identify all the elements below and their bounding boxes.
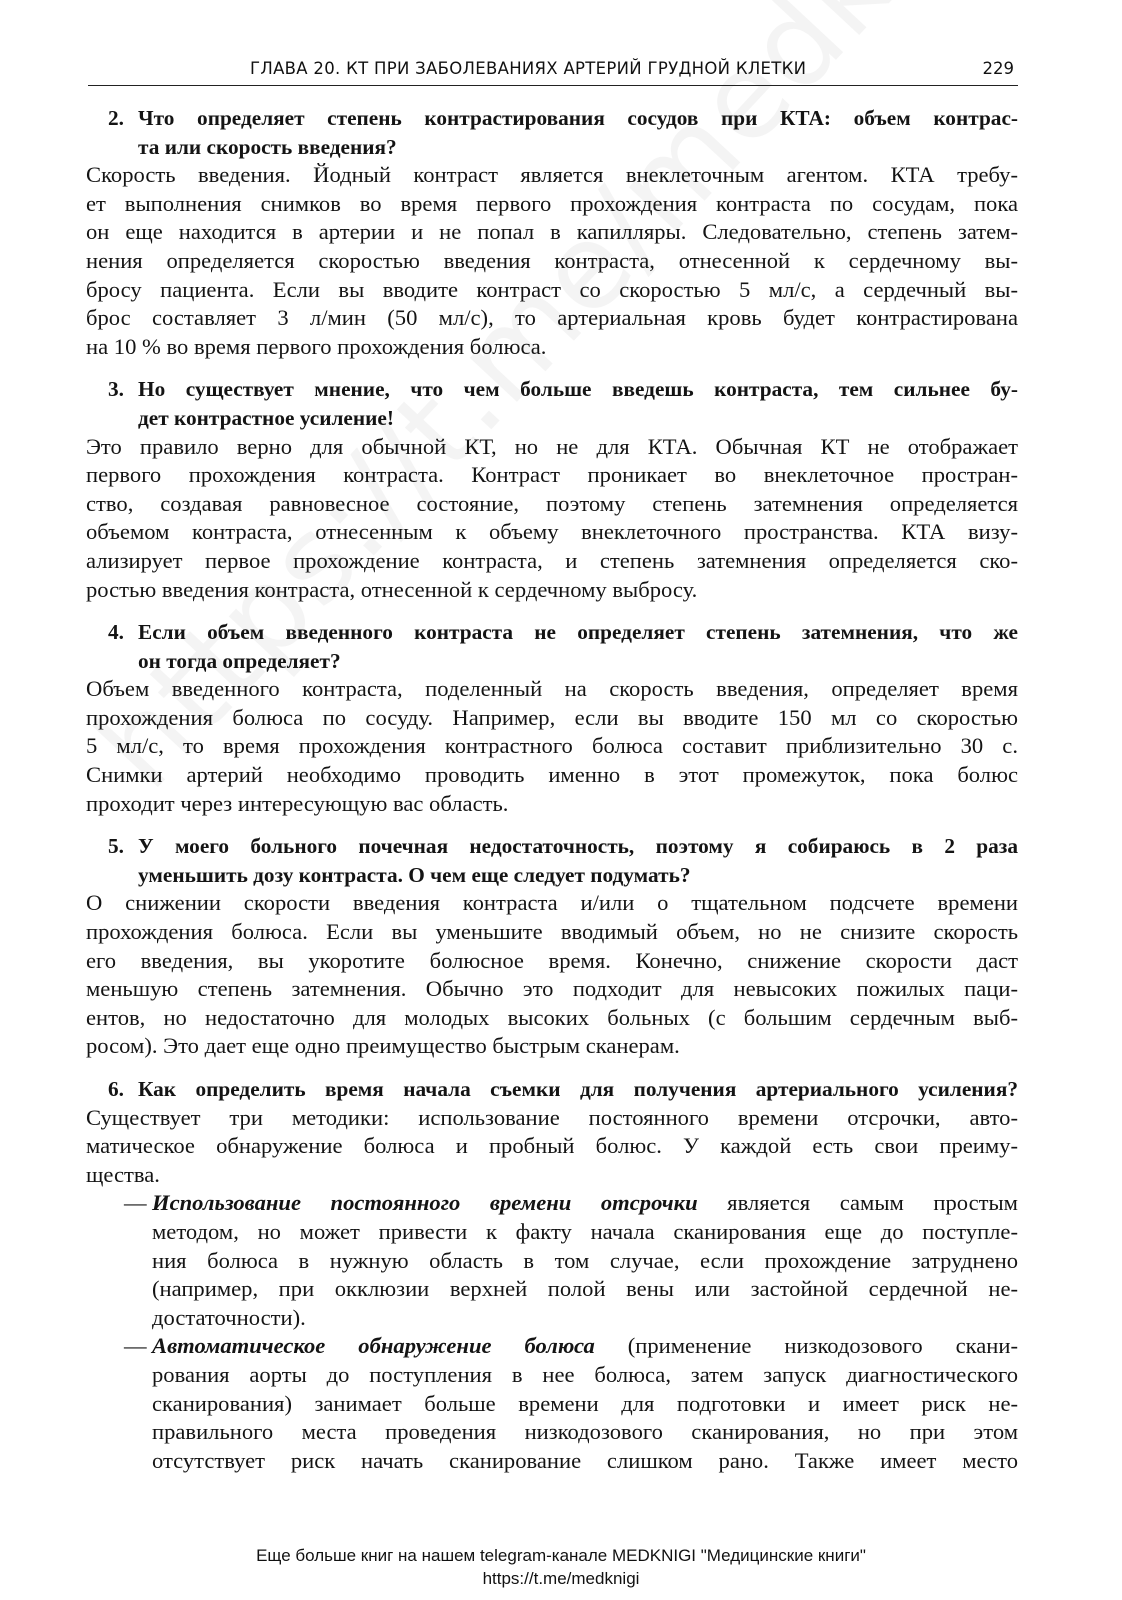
bullet-term: Использование постоянного времени отсрочки bbox=[152, 1190, 698, 1216]
running-head bbox=[88, 55, 1018, 86]
answer-paragraph: О снижении скорости введения контраста и/или о тщательном подсчете времени прохождения болюса. Если вы уменьшите вводимый объем, но не снизите скорость его введения, вы укоротите болюсное время. Конечно, снижение скорости даст меньшую степень затемнения. Обычно это подходит для невысоких пожилых паци- ентов, но недостаточно для молодых высоких больных (с большим сердечным выб- росом). Это дает еще одно преимущество быстрым сканерам. bbox=[86, 890, 1018, 1059]
question-number: 3. bbox=[108, 377, 124, 402]
page-number: 229 bbox=[982, 59, 1014, 78]
question-number: 2. bbox=[108, 106, 124, 130]
question-heading: 5. У моего больного почечная недостаточность, поэтому я собираюсь в 2 раза bbox=[86, 832, 1018, 861]
footer-promo: Еще больше книг на нашем telegram-канале MEDKNIGI "Медицинские книги" bbox=[256, 1546, 866, 1565]
question-4 bbox=[86, 618, 1018, 818]
dash-bullet: — bbox=[124, 1333, 147, 1359]
question-heading-cont: та или скорость введения? bbox=[138, 134, 397, 159]
bullet-item: — Использование постоянного времени отсрочки является самым простым методом, но может привести к факту начала сканирования еще до поступле- ния болюса в нужную область в том случае, если прохождение затруднено (например, при окклюзии верхней полой вены или застойной сердечной не- достаточности). bbox=[124, 1190, 1018, 1330]
question-number: 5. bbox=[108, 834, 124, 859]
question-heading: 4. Если объем введенного контраста не определяет степень затемнения, что же bbox=[86, 618, 1018, 647]
question-2 bbox=[86, 104, 1018, 361]
question-3 bbox=[86, 375, 1018, 604]
question-5 bbox=[86, 832, 1018, 1061]
bullet-item: — Автоматическое обнаружение болюса (применение низкодозового скани- рования аорты до поступления в нее болюса, затем запуск диагностического сканирования) занимает больше времени для подготовки и имеет риск не- правильного места проведения низкодозового сканирования, но при этом отсутствует риск начать сканирование слишком рано. Также имеет место bbox=[124, 1333, 1018, 1473]
question-heading-cont: он тогда определяет? bbox=[138, 648, 341, 673]
answer-paragraph: Это правило верно для обычной КТ, но не для КТА. Обычная КТ не отображает первого прохождения контраста. Контраст проникает во внеклеточное простран- ство, создавая равновесное состояние, поэтому степень затемнения определяется объемом контраста, отнесенным к объему внеклеточного пространства. КТА визу- ализирует первое прохождение контраста, и степень затемнения определяется ско- ростью введения контраста, отнесенной к сердечному выбросу. bbox=[86, 433, 1018, 602]
question-heading-cont: уменьшить дозу контраста. О чем еще следует подумать? bbox=[138, 862, 691, 887]
question-6 bbox=[86, 1075, 1018, 1475]
chapter-title: ГЛАВА 20. КТ ПРИ ЗАБОЛЕВАНИЯХ АРТЕРИЙ ГРУДНОЙ КЛЕТКИ bbox=[250, 59, 807, 78]
question-number: 6. bbox=[108, 1077, 124, 1101]
footer-link[interactable]: https://t.me/medknigi bbox=[482, 1569, 640, 1588]
answer-paragraph: Объем введенного контраста, поделенный на скорость введения, определяет время прохождения болюса по сосуду. Например, если вы вводите 150 мл со скоростью 5 мл/с, то время прохождения контрастного болюса составит приблизительно 30 с. Снимки артерий необходимо проводить именно в этот промежуток, пока болюс проходит через интересующую вас область. bbox=[86, 676, 1018, 816]
bullet-term: Автоматическое обнаружение болюса bbox=[152, 1333, 595, 1359]
question-heading: 3. Но существует мнение, что чем больше введешь контраста, тем сильнее бу- bbox=[86, 375, 1018, 404]
question-heading: 6. Как определить время начала съемки для получения артериального усиления? bbox=[86, 1075, 1018, 1104]
answer-paragraph: Существует три методики: использование постоянного времени отсрочки, авто- матическое обнаружение болюса и пробный болюс. У каждой есть свои преиму- щества. bbox=[86, 1104, 1018, 1187]
page-body bbox=[86, 104, 1018, 1475]
answer-paragraph: Скорость введения. Йодный контраст является внеклеточным агентом. КТА требу- ет выполнения снимков во время первого прохождения контраста по сосудам, пока он еще находится в артерии и не попал в капилляры. Следовательно, степень затем- нения определяется скоростью введения контраста, отнесенной к сердечному вы- бросу пациента. Если вы вводите контраст со скоростью 5 мл/с, а сердечный вы- брос составляет 3 л/мин (50 мл/с), то артериальная кровь будет контрастирована на 10 % во время первого прохождения болюса. bbox=[86, 162, 1018, 359]
question-heading: 2. Что определяет степень контрастирования сосудов при КТА: объем контрас- bbox=[86, 104, 1018, 133]
question-number: 4. bbox=[108, 620, 124, 645]
question-heading-cont: дет контрастное усиление! bbox=[138, 405, 394, 430]
dash-bullet: — bbox=[124, 1190, 147, 1216]
